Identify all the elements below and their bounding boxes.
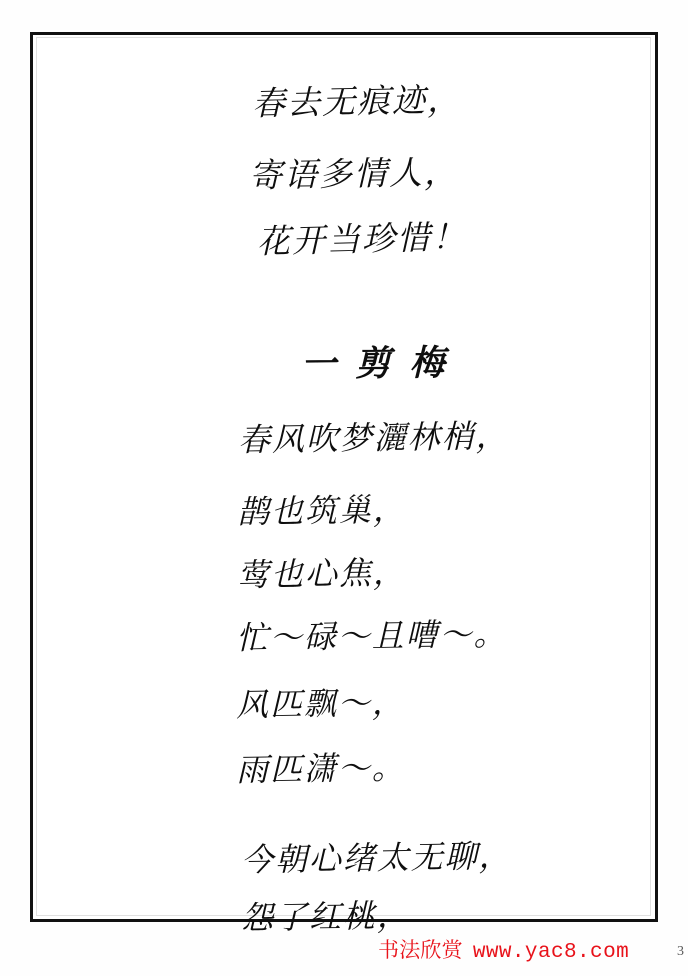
poem-fragment-line-2: 寄语多情人， — [248, 152, 460, 195]
watermark-site: www.yac8.com — [472, 941, 630, 964]
paper-frame — [30, 32, 658, 937]
poem-body-line-5: 风匹飘〜， — [235, 683, 406, 724]
poem-fragment-line-3: 花开当珍惜！ — [256, 216, 468, 261]
poem-body-line-2: 鹊也筑巢， — [236, 490, 407, 531]
poem-body-line-1: 春风吹梦灑林梢， — [237, 416, 510, 459]
poem-fragment-line-1: 春去无痕迹， — [251, 79, 463, 123]
poem-body-line-4: 忙〜碌〜且嘈〜。 — [235, 614, 508, 657]
poem-body-line-6: 雨匹潇〜。 — [235, 748, 406, 789]
poem-body-line-7: 今朝心绪太无聊， — [240, 836, 513, 879]
watermark — [378, 934, 629, 964]
poem-body-line-3: 莺也心焦， — [236, 553, 407, 594]
watermark-label: 书法欣赏 — [378, 938, 463, 962]
poem-title: 一剪梅 — [300, 342, 464, 385]
page-number: 3 — [677, 944, 684, 959]
poem-body-line-8: 怨了红桃， — [240, 896, 411, 937]
